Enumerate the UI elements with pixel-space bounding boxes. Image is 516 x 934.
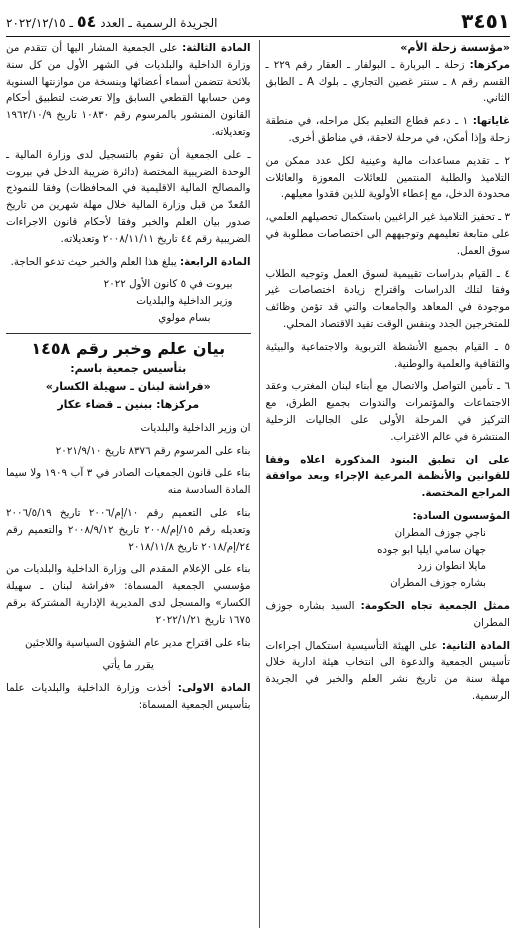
page-header	[6, 6, 510, 37]
basis-5: بناء على اقتراح مدير عام الشؤون السياسية واللاجئين	[25, 636, 251, 649]
article-1-paragraph	[6, 680, 251, 714]
article-4-paragraph	[6, 254, 251, 271]
basis-1: بناء على المرسوم رقم ٨٣٧٦ تاريخ ٢٠٢١/٩/١٠	[55, 444, 251, 457]
article-1-label: المادة الاولى:	[177, 682, 251, 695]
goal-5: ٥ ـ القيام بجميع الأنشطة التربوية والاجتماعية والبيئية والثقافية والعلمية والوطنية.	[265, 340, 510, 370]
article-4-text: يبلغ هذا العلم والخبر حيث تدعو الحاجة.	[10, 255, 177, 268]
notice-title: بيان علم وخبر رقم ١٤٥٨	[31, 338, 226, 358]
article-2-paragraph	[266, 638, 511, 705]
basis-2: بناء على قانون الجمعيات الصادر في ٣ آب ١٩٠٩ ولا سيما المادة السادسة منه	[6, 467, 251, 497]
place-date: بيروت في ٥ كانون الأول ٢٠٢٢	[103, 278, 233, 291]
hq-paragraph	[266, 57, 511, 107]
basis-4: بناء على الإعلام المقدم الى وزارة الداخلية والبلديات من مؤسسي الجمعية المسماة: «فراشة لبنان ـ سهيلة الكسار» والمسجل لدى المديرية الإدارية المشتركة برقم ١٦٧٥ تاريخ ٢٠٢٢/١/٢١	[6, 563, 251, 626]
article-3-text-2: ـ على الجمعية أن تقوم بالتسجيل لدى وزارة المالية ـ الوحدة الضريبية المختصة (دائرة ضريبة الدخل في بيروت والمصالح المالية الاقليمية في المحافظات) وفقا للنموذج المُعدّ من قبل وزارة المالية خلال مهلة شهرين من تاريخ صدور بيان العلم والخبر وفقا لأحكام قانون الاجراءات الضريبية رقم ٤٤ تاريخ ٢٠٠٨/١١/١١ وتعديلاته.	[6, 148, 251, 245]
goal-2: ٢ ـ تقديم مساعدات مالية وعينية لكل عدد ممكن من التلاميذ والطلبة المنتمين للعائلات المعوزة والعائلات محدودة الدخل، مع إعطاء الأولوية للذين فقدوا معيلهم.	[265, 154, 510, 201]
issue-number: ٥٤	[76, 11, 97, 31]
goals-paragraph	[266, 113, 511, 147]
page-number: ٣٤٥١	[461, 9, 510, 33]
minister-title: وزير الداخلية والبلديات	[136, 295, 233, 308]
notice-subject: بتأسيس جمعية باسم:	[70, 361, 187, 375]
article-3-text: على الجمعية المشار اليها أن تتقدم من وزارة الداخلية والبلديات في الشهر الأول من كل سنة بلائحة تتضمن أسماء أعضائها وبنسخة من موازنتها السنوية ومن حسابها القطعي السابق وإلا تعرضت لتطبيق أحكام القانون المنشور بالمرسوم رقم ١٠٨٣٠ تاريخ ١٩٦٢/١٠/٩ وتعديلاته.	[6, 42, 251, 138]
goals-label: غاياتها:	[472, 115, 510, 128]
section-divider	[6, 333, 251, 334]
founder-4: بشاره جوزف المطران	[390, 577, 486, 590]
decides-line: يقرر ما يأتي	[102, 659, 154, 672]
founders-heading: المؤسسون السادة:	[412, 509, 510, 522]
hq-label: مركزها:	[469, 58, 510, 71]
goal-1: ١ ـ دعم قطاع التعليم بكل مراحله، في منطقة زحلة وإذا أمكن، في مرحلة لاحقة، في مناطق أخرى.	[265, 115, 510, 144]
basis-3: بناء على التعميم رقم ١٠/إم/٢٠٠٦ تاريخ ٢٠٠٦/٥/١٩ وتعديله رقم ١٥/إم/٢٠٠٨ تاريخ ٢٠٠٨/٩/١٢ والتعميم رقم ٢٤/إم/٢٠١٨ تاريخ ٢٠١٨/١١/٨	[6, 506, 251, 553]
founder-1: ناجي جوزف المطران	[394, 526, 486, 539]
article-1-text: أخذت وزارة الداخلية والبلديات علما بتأسيس الجمعية المسماة:	[6, 682, 251, 711]
issue-date: ـ ٢٠٢٢/١٢/١٥	[6, 15, 73, 30]
founder-3: مايلا انطوان زرد	[417, 560, 486, 573]
issuer-line: ان وزير الداخلية والبلديات	[140, 421, 251, 434]
goal-3: ٣ ـ تحفيز التلاميذ غير الراغبين باستكمال تحصيلهم العلمي، على متابعة تعليمهم وتوجيههم الى اختصاصات مطلوبة في سوق العمل.	[265, 211, 510, 257]
goal-6: ٦ ـ تأمين التواصل والاتصال مع أبناء لبنان المغترب وعقد الاجتماعات والمؤتمرات والندوات بجميع الطرق، مع التركيز في المرحلة الأولى على الجاليات الزحلية المنتشرة في عالم الاغتراب.	[265, 380, 510, 443]
right-column	[259, 40, 511, 928]
gazette-title	[6, 12, 218, 31]
association-name: «فراشة لبنان ـ سهيلة الكسار»	[45, 379, 211, 393]
article-2-text: على الهيئة التأسيسية استكمال اجراءات تأسيس الجمعية والدعوة الى انتخاب هيئة ادارية خلال مهلة سنة من تاريخ نشر العلم والخبر في الجريدة الرسمية.	[265, 639, 510, 702]
article-3-label: المادة الثالثة:	[182, 42, 251, 54]
minister-name: بسام مولوي	[158, 311, 211, 324]
condition-paragraph: على ان تطبق البنود المذكورة اعلاه وفقا للقوانين والأنظمة المرعية الإجراء وبعد موافقة المراجع المختصة.	[265, 453, 510, 500]
hq-text: زحلة ـ البربارة ـ البولفار ـ العقار رقم ٢٢٩ ـ القسم رقم ٨ ـ سنتر غصين التجاري ـ بلوك A ـ الطابق الثاني.	[265, 58, 510, 105]
representative-paragraph	[266, 598, 511, 632]
goal-4: ٤ ـ القيام بدراسات تقييمية لسوق العمل وتوجيه الطلاب وفقا لتلك الدراسات واقتراح زيادة اختصاصات غير موجودة في المعاهد والجامعات والتي قد تؤمن وظائف للمتخرجين الجدد وبنفس الوقت تفيد الاقتصاد المحلي.	[265, 267, 510, 330]
representative-label: ممثل الجمعية تجاه الحكومة:	[360, 599, 510, 612]
article-4-label: المادة الرابعة:	[180, 255, 251, 268]
article-2-label: المادة الثانية:	[441, 639, 510, 652]
association-hq: مركزها: ببنين ـ قضاء عكار	[57, 397, 200, 411]
representative-name: السيد بشاره جوزف المطران	[265, 599, 510, 629]
founder-2: جهان سامي ايليا ابو جوده	[377, 543, 486, 556]
article-3-paragraph	[6, 40, 251, 141]
page-columns	[6, 40, 510, 928]
foundation-name: «مؤسسة زحلة الأم»	[400, 41, 510, 54]
publication-name: الجريدة الرسمية ـ العدد	[100, 15, 218, 30]
left-column	[6, 40, 259, 928]
